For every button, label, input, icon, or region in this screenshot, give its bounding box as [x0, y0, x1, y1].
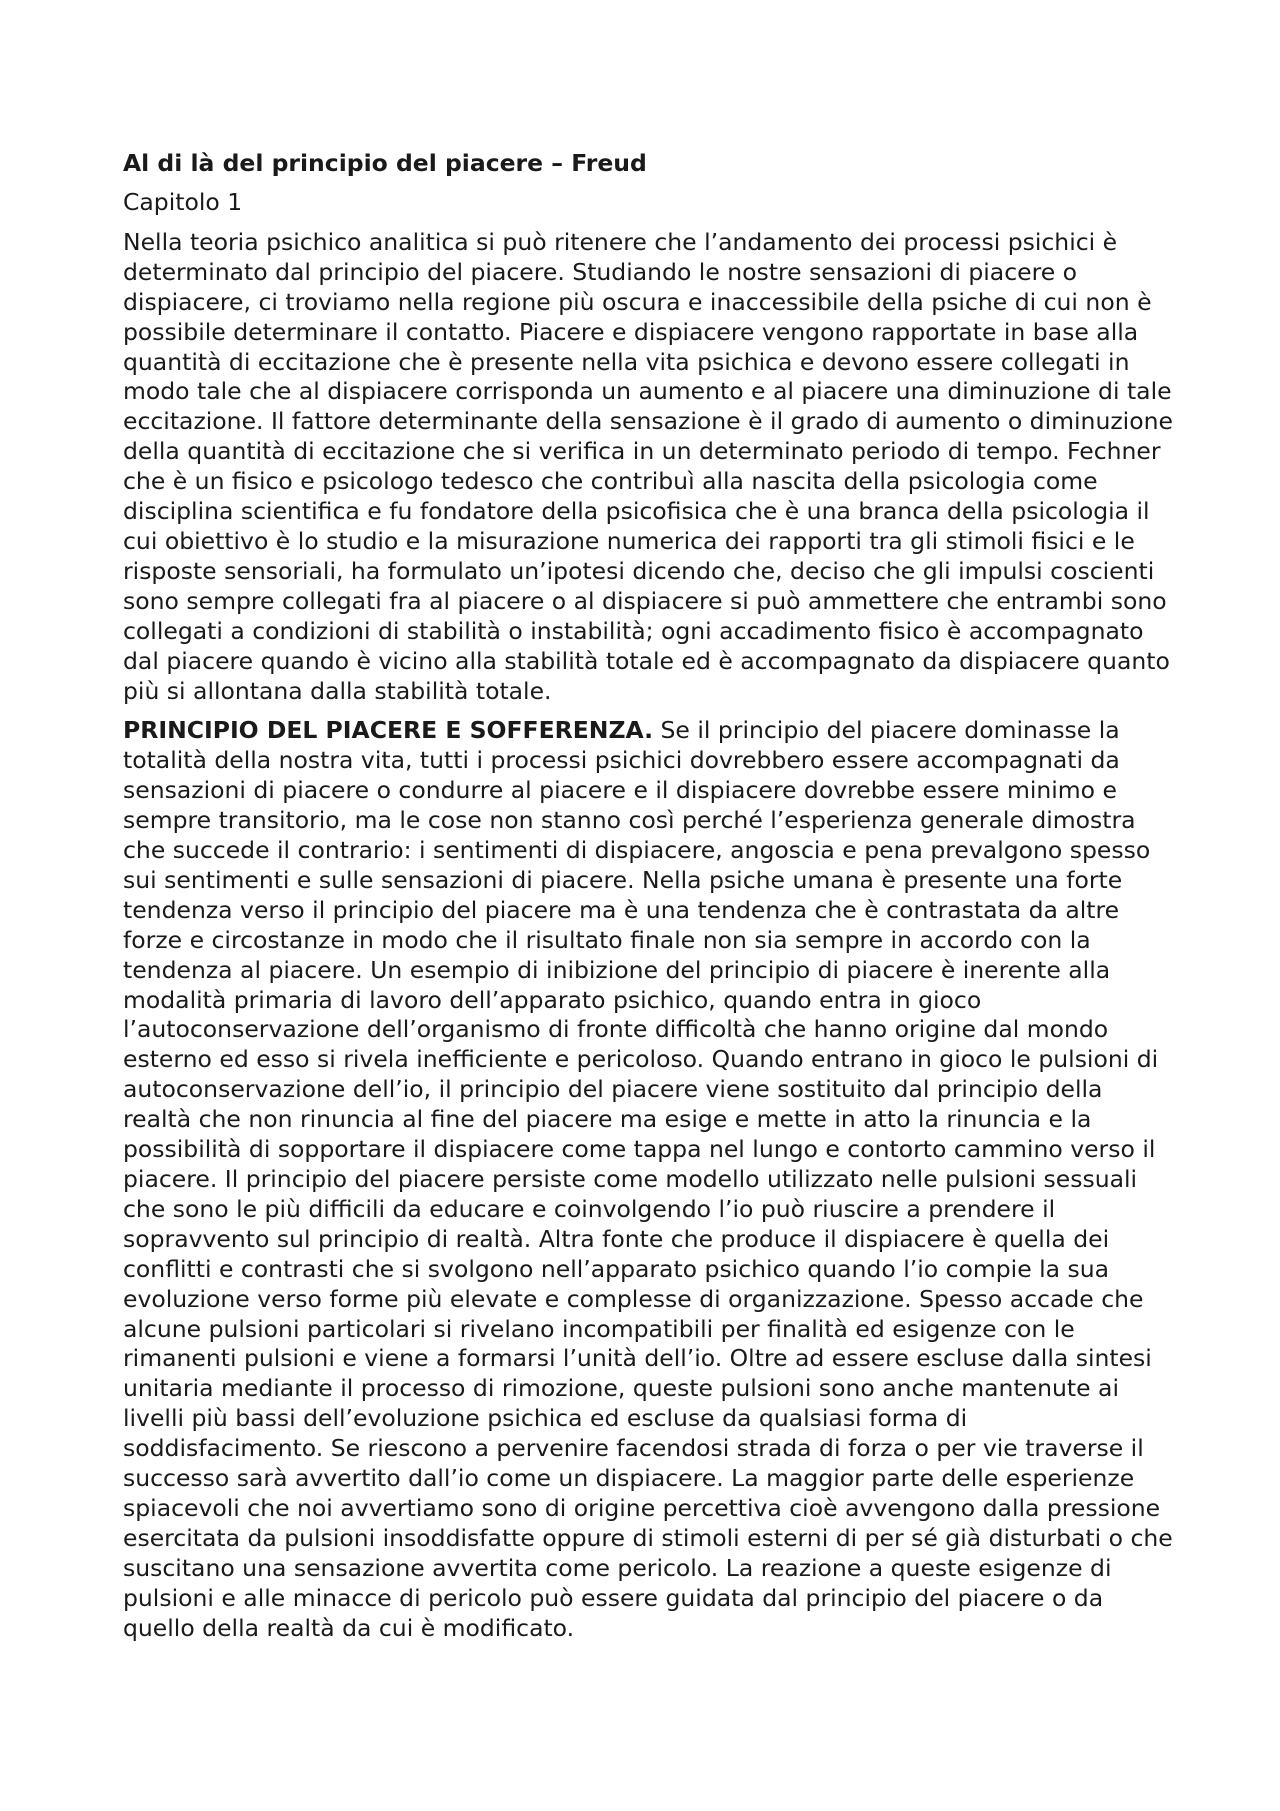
document-page — [123, 148, 1173, 1654]
section-lead-heading: PRINCIPIO DEL PIACERE E SOFFERENZA. — [123, 716, 654, 745]
paragraph-pleasure-suffering — [123, 716, 1173, 1643]
paragraph-body: Se il principio del piacere dominasse la totalità della nostra vita, tutti i processi psichici dovrebbero essere accompagnati da sensazioni di piacere o condurre al piacere e il dispiacere dovrebbe essere minimo e sempre transitorio, ma le cose non stanno così perché l’esperienza generale dimostra che succede il contrario: i sentimenti di dispiacere, angoscia e pena prevalgono spesso sui sentimenti e sulle sensazioni di piacere. Nella psiche umana è presente una forte tendenza verso il principio del piacere ma è una tendenza che è contrastata da altre forze e circostanze in modo che il risultato finale non sia sempre in accordo con la tendenza al piacere. Un esempio di inibizione del principio di piacere è inerente alla modalità primaria di lavoro dell’apparato psichico, quando entra in gioco l’autoconservazione dell’organismo di fronte difficoltà che hanno origine dal mondo esterno ed esso si rivela inefficiente e pericoloso. Quando entrano in gioco le pulsioni di autoconservazione dell’io, il principio del piacere viene sostituito dal principio della realtà che non rinuncia al fine del piacere ma esige e mette in atto la rinuncia e la possibilità di sopportare il dispiacere come tappa nel lungo e contorto cammino verso il piacere. Il principio del piacere persiste come modello utilizzato nelle pulsioni sessuali che sono le più difficili da educare e coinvolgendo l’io può riuscire a prendere il sopravvento sul principio di realtà. Altra fonte che produce il dispiacere è quella dei conflitti e contrasti che si svolgono nell’apparato psichico quando l’io compie la sua evoluzione verso forme più elevate e complesse di organizzazione. Spesso accade che alcune pulsioni particolari si rivelano incompatibili per finalità ed esigenze con le rimanenti pulsioni e viene a formarsi l’unità dell’io. Oltre ad essere escluse dalla sintesi unitaria mediante il processo di rimozione, queste pulsioni sono anche mantenute ai livelli più bassi dell’evoluzione psichica ed escluse da qualsiasi forma di soddisfacimento. Se riescono a pervenire facendosi strada di forza o per vie traverse il successo sarà avvertito dall’io come un dispiacere. La maggior parte delle esperienze spiacevoli che noi avvertiamo sono di origine percettiva cioè avvengono dalla pressione esercitata da pulsioni insoddisfatte oppure di stimoli esterni di per sé già disturbati o che suscitano una sensazione avvertita come pericolo. La reazione a queste esigenze di pulsioni e alle minacce di pericolo può essere guidata dal principio del piacere o da quello della realtà da cui è modificato. — [123, 716, 1173, 1642]
paragraph-intro: Nella teoria psichico analitica si può ritenere che l’andamento dei processi psichici è determinato dal principio del piacere. Studiando le nostre sensazioni di piacere o dispiacere, ci troviamo nella regione più oscura e inaccessibile della psiche di cui non è possibile determinare il contatto. Piacere e dispiacere vengono rapportate in base alla quantità di eccitazione che è presente nella vita psichica e devono essere collegati in modo tale che al dispiacere corrisponda un aumento e al piacere una diminuzione di tale eccitazione. Il fattore determinante della sensazione è il grado di aumento o diminuzione della quantità di eccitazione che si verifica in un determinato periodo di tempo. Fechner che è un fisico e psicologo tedesco che contribuì alla nascita della psicologia come disciplina scientifica e fu fondatore della psicofisica che è una branca della psicologia il cui obiettivo è lo studio e la misurazione numerica dei rapporti tra gli stimoli fisici e le risposte sensoriali, ha formulato un’ipotesi dicendo che, deciso che gli impulsi coscienti sono sempre collegati fra al piacere o al dispiacere si può ammettere che entrambi sono collegati a condizioni di stabilità o instabilità; ogni accadimento fisico è accompagnato dal piacere quando è vicino alla stabilità totale ed è accompagnato da dispiacere quanto più si allontana dalla stabilità totale. — [123, 227, 1173, 705]
document-title: Al di là del principio del piacere – Freud — [123, 149, 647, 177]
chapter-heading: Capitolo 1 — [123, 188, 243, 216]
